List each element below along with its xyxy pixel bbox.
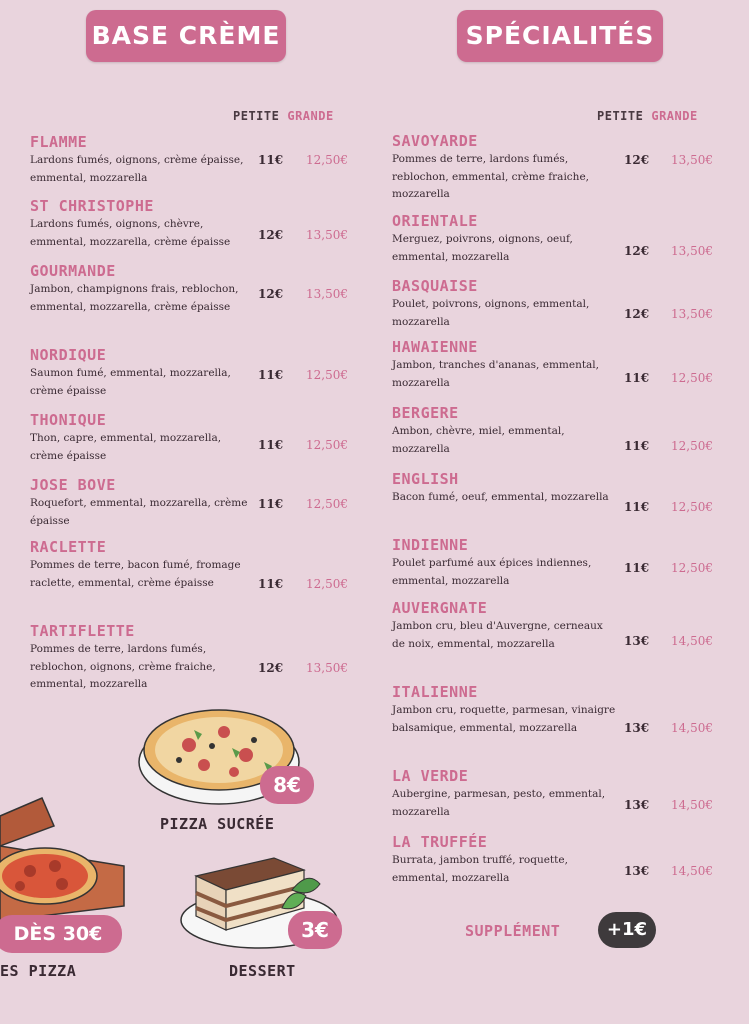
menu-item-price-large: 12,50€ — [671, 371, 713, 385]
menu-item — [392, 404, 617, 458]
menu-item — [30, 476, 252, 530]
menu-item — [30, 622, 252, 694]
menu-item-description: Roquefort, emmental, mozzarella, crème épaisse — [30, 497, 248, 527]
menu-item-price-small: 11€ — [624, 500, 650, 514]
menu-item-price-large: 12,50€ — [306, 577, 348, 591]
menu-item-price-small: 13€ — [624, 634, 650, 648]
menu-item — [30, 262, 252, 316]
dessert-label: DESSERT — [229, 962, 296, 980]
menu-item-price-large: 12,50€ — [671, 500, 713, 514]
menu-item-name: GOURMANDE — [30, 262, 116, 280]
menu-item-price-large: 12,50€ — [306, 438, 348, 452]
menu-item-name: RACLETTE — [30, 538, 107, 556]
menu-item-price-small: 11€ — [258, 368, 284, 382]
menu-item-description: Jambon, champignons frais, reblochon, emmental, mozzarella, crème épaisse — [30, 283, 239, 313]
menu-item-description: Ambon, chèvre, miel, emmental, mozzarella — [392, 425, 565, 455]
menu-item — [30, 411, 252, 465]
menu-item-price-large: 14,50€ — [671, 634, 713, 648]
menu-item-name: ENGLISH — [392, 470, 459, 488]
menu-item-price-small: 11€ — [624, 439, 650, 453]
menu-item-name: ST CHRISTOPHE — [30, 197, 154, 215]
menu-item-price-small: 12€ — [258, 661, 284, 675]
left-col-large: GRANDE — [287, 109, 334, 123]
menu-item-description: Pommes de terre, lardons fumés, reblochon, emmental, crème fraiche, mozzarella — [392, 153, 589, 200]
menu-item-price-large: 12,50€ — [671, 561, 713, 575]
menu-item-price-small: 13€ — [624, 798, 650, 812]
menu-item-price-large: 13,50€ — [306, 661, 348, 675]
menu-item-price-large: 13,50€ — [306, 228, 348, 242]
dessert-price-badge: 3€ — [288, 911, 342, 949]
right-col-large: GRANDE — [651, 109, 698, 123]
menu-item-price-large: 13,50€ — [306, 287, 348, 301]
menu-item-description: Lardons fumés, oignons, chèvre, emmental, mozzarella, crème épaisse — [30, 218, 231, 248]
menu-item-name: NORDIQUE — [30, 346, 107, 364]
right-column-headers — [597, 109, 698, 123]
menu-item — [392, 277, 617, 331]
menu-item-name: FLAMME — [30, 133, 88, 151]
menu-item — [392, 536, 617, 590]
menu-item-price-small: 11€ — [258, 438, 284, 452]
menu-item-description: Poulet parfumé aux épices indiennes, emmental, mozzarella — [392, 557, 592, 587]
menu-item-price-large: 13,50€ — [671, 244, 713, 258]
left-column-headers — [233, 109, 334, 123]
menu-item-name: ITALIENNE — [392, 683, 478, 701]
menu-item-price-large: 14,50€ — [671, 798, 713, 812]
menu-item-description: Aubergine, parmesan, pesto, emmental, mozzarella — [392, 788, 606, 818]
menu-item — [392, 833, 617, 887]
menu-item-description: Burrata, jambon truffé, roquette, emmental, mozzarella — [392, 854, 568, 884]
menu-item-price-large: 13,50€ — [671, 153, 713, 167]
menu-item-price-large: 12,50€ — [306, 497, 348, 511]
menu-item-price-large: 14,50€ — [671, 721, 713, 735]
menu-item-name: JOSE BOVE — [30, 476, 116, 494]
supplement-price-badge: +1€ — [598, 912, 656, 948]
pizza-box-price-badge: DÈS 30€ — [0, 915, 122, 953]
menu-item-name: ORIENTALE — [392, 212, 478, 230]
menu-item-price-large: 12,50€ — [671, 439, 713, 453]
menu-item-price-small: 12€ — [624, 307, 650, 321]
menu-item-price-small: 13€ — [624, 721, 650, 735]
menu-item-price-large: 14,50€ — [671, 864, 713, 878]
right-section-title: SPÉCIALITÉS — [457, 10, 663, 62]
menu-item-name: TARTIFLETTE — [30, 622, 135, 640]
menu-item-name: BASQUAISE — [392, 277, 478, 295]
menu-item — [392, 683, 617, 737]
menu-item — [392, 338, 617, 392]
menu-item-description: Lardons fumés, oignons, crème épaisse, emmental, mozzarella — [30, 154, 244, 184]
pizza-box-label: ES PIZZA — [0, 962, 77, 980]
menu-item-name: LA TRUFFÉE — [392, 833, 488, 851]
left-section-title: BASE CRÈME — [86, 10, 286, 62]
menu-item-price-small: 11€ — [258, 497, 284, 511]
menu-item-price-small: 11€ — [258, 577, 284, 591]
menu-item-price-small: 11€ — [258, 153, 284, 167]
menu-item-description: Thon, capre, emmental, mozzarella, crème épaisse — [30, 432, 222, 462]
menu-item-price-large: 13,50€ — [671, 307, 713, 321]
menu-item-name: HAWAIENNE — [392, 338, 478, 356]
menu-item-description: Jambon, tranches d'ananas, emmental, mozzarella — [392, 359, 600, 389]
menu-item-description: Jambon cru, bleu d'Auvergne, cerneaux de noix, emmental, mozzarella — [392, 620, 603, 650]
menu-item — [30, 197, 252, 251]
menu-item — [392, 212, 617, 266]
menu-item-name: THONIQUE — [30, 411, 107, 429]
menu-item-price-small: 13€ — [624, 864, 650, 878]
menu-item-name: INDIENNE — [392, 536, 469, 554]
menu-item-description: Merguez, poivrons, oignons, oeuf, emmental, mozzarella — [392, 233, 573, 263]
menu-item — [30, 538, 252, 592]
menu-item-price-small: 12€ — [624, 244, 650, 258]
menu-item-description: Pommes de terre, bacon fumé, fromage raclette, emmental, crème épaisse — [30, 559, 241, 589]
menu-item-price-large: 12,50€ — [306, 153, 348, 167]
menu-item-name: BERGERE — [392, 404, 459, 422]
supplement-label: SUPPLÉMENT — [465, 922, 561, 940]
menu-item-price-large: 12,50€ — [306, 368, 348, 382]
menu-item-description: Jambon cru, roquette, parmesan, vinaigre balsamique, emmental, mozzarella — [392, 704, 616, 734]
menu-item-name: AUVERGNATE — [392, 599, 488, 617]
sweet-pizza-price-badge: 8€ — [260, 766, 314, 804]
menu-item-description: Saumon fumé, emmental, mozzarella, crème épaisse — [30, 367, 231, 397]
menu-item-name: LA VERDE — [392, 767, 469, 785]
menu-item-price-small: 12€ — [624, 153, 650, 167]
sweet-pizza-label: PIZZA SUCRÉE — [160, 815, 275, 833]
menu-item-description: Bacon fumé, oeuf, emmental, mozzarella — [392, 491, 609, 503]
left-col-small: PETITE — [233, 109, 280, 123]
menu-item-description: Poulet, poivrons, oignons, emmental, mozzarella — [392, 298, 590, 328]
right-col-small: PETITE — [597, 109, 644, 123]
menu-item — [392, 599, 617, 653]
menu-item-price-small: 12€ — [258, 287, 284, 301]
menu-item-description: Pommes de terre, lardons fumés, reblochon, oignons, crème fraiche, emmental, mozzarella — [30, 643, 216, 690]
menu-item-price-small: 12€ — [258, 228, 284, 242]
menu-item-name: SAVOYARDE — [392, 132, 478, 150]
menu-item-price-small: 11€ — [624, 371, 650, 385]
pizza-box-image — [0, 796, 128, 926]
menu-item-price-small: 11€ — [624, 561, 650, 575]
menu-item — [30, 133, 252, 187]
menu-item — [30, 346, 252, 400]
menu-item — [392, 767, 617, 821]
menu-item — [392, 132, 617, 204]
menu-item — [392, 470, 617, 507]
